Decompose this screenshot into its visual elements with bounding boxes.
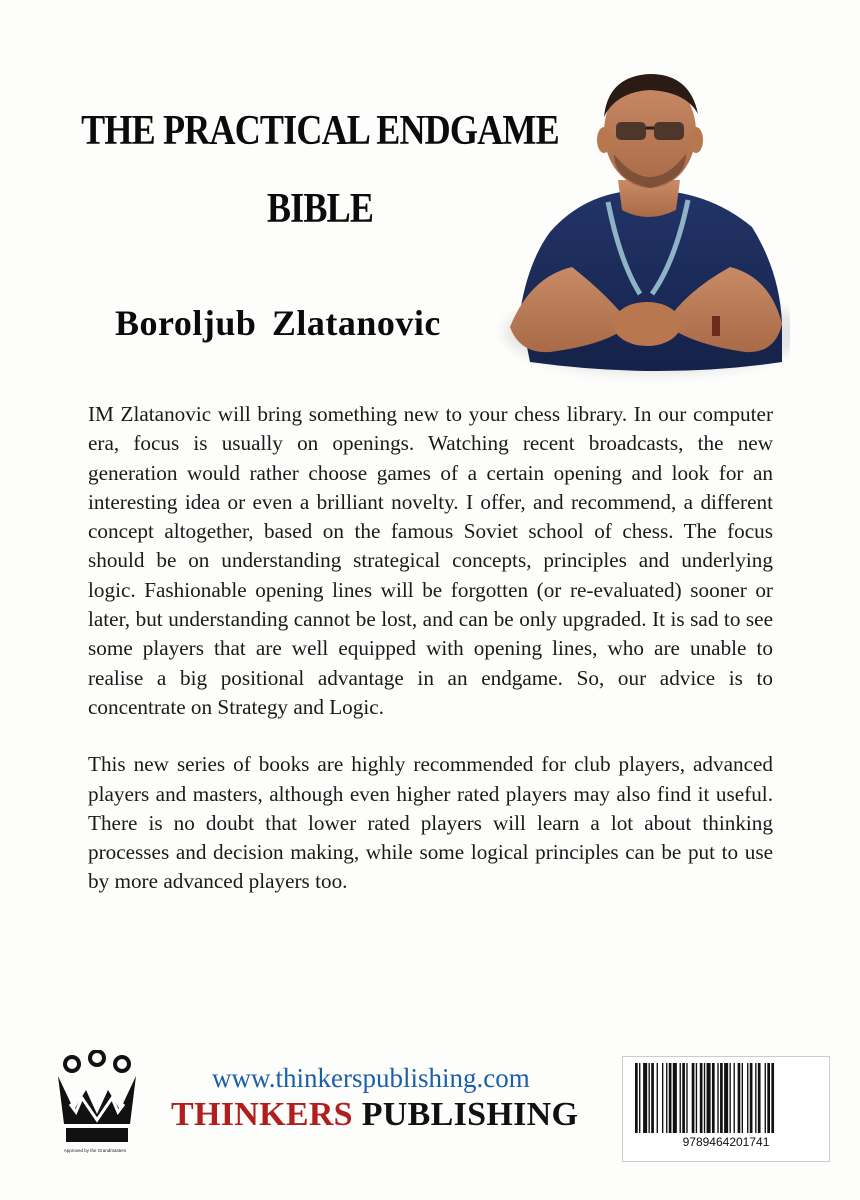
barcode-bar: [635, 1063, 638, 1133]
barcode-bar: [771, 1063, 774, 1133]
barcode: [622, 1056, 830, 1162]
crown-logo-icon: [52, 1050, 142, 1150]
blurb: [88, 400, 773, 925]
author-name: Boroljub Zlatanovic: [115, 303, 441, 343]
barcode-bar: [724, 1063, 728, 1133]
publisher-website: www.thinkerspublishing.com: [212, 1063, 530, 1093]
isbn-number: 9789464201741: [682, 1135, 770, 1149]
barcode-bar: [742, 1063, 743, 1133]
barcode-bar: [700, 1063, 703, 1133]
book-title: [79, 92, 561, 248]
barcode-bar: [747, 1063, 748, 1133]
barcode-bar: [682, 1063, 685, 1133]
barcode-bar: [704, 1063, 705, 1133]
author-photo: [490, 62, 790, 384]
barcode-bar: [657, 1063, 658, 1133]
logo-caption: Approved by the Grandmasters: [63, 1148, 127, 1153]
barcode-bar: [666, 1063, 667, 1133]
publisher-name-publishing: PUBLISHING: [361, 1096, 579, 1133]
barcode-bar: [767, 1063, 770, 1133]
barcode-bar: [643, 1063, 647, 1133]
barcode-bar: [750, 1063, 753, 1133]
barcode-bar: [696, 1063, 697, 1133]
barcode-bar: [730, 1063, 731, 1133]
barcode-bar: [734, 1063, 735, 1133]
barcode-bar: [707, 1063, 711, 1133]
barcode-bar: [717, 1063, 718, 1133]
barcode-bar: [720, 1063, 723, 1133]
publisher-name: [171, 1096, 578, 1134]
barcode-bars: [633, 1063, 819, 1133]
blurb-paragraph-2: This new series of books are highly recommended for club players, advanced players and masters, although even higher rated players may also find it useful. There is no doubt that lower rated players will learn a lot about thinking processes and decision making, while some logical principles can be put to use by more advanced players too.: [88, 752, 773, 894]
barcode-bar: [765, 1063, 766, 1133]
barcode-bar: [755, 1063, 756, 1133]
barcode-bar: [673, 1063, 677, 1133]
barcode-bar: [662, 1063, 663, 1133]
barcode-bar: [649, 1063, 650, 1133]
barcode-bar: [758, 1063, 761, 1133]
book-title-line-1: THE PRACTICAL ENDGAME: [81, 108, 559, 154]
publisher-name-thinkers: THINKERS: [171, 1096, 353, 1133]
barcode-bar: [692, 1063, 695, 1133]
barcode-bar: [738, 1063, 741, 1133]
barcode-bar: [686, 1063, 687, 1133]
barcode-bar: [651, 1063, 654, 1133]
barcode-bar: [680, 1063, 681, 1133]
barcode-bar: [639, 1063, 640, 1133]
blurb-paragraph-1: IM Zlatanovic will bring something new to your chess library. In our computer era, focus is usually on openings. Watching recent broadcasts, the new generation would rather choose games of a certain opening and look for an interesting idea or even a brilliant novelty. I offer, and recommend, a different concept altogether, based on the famous Soviet school of chess. The focus should be on understanding strategical concepts, principles and underlying logic. Fashionable opening lines will be forgotten (or re-evaluated) sooner or later, but understanding cannot be lost, and can be only upgraded. It is sad to see some players that are well equipped with opening lines, who are unable to realise a big positional advantage in an endgame. So, our advice is to concentrate on Strategy and Logic.: [88, 402, 773, 719]
book-title-line-2: BIBLE: [266, 186, 374, 232]
barcode-bar: [712, 1063, 715, 1133]
barcode-bar: [669, 1063, 672, 1133]
